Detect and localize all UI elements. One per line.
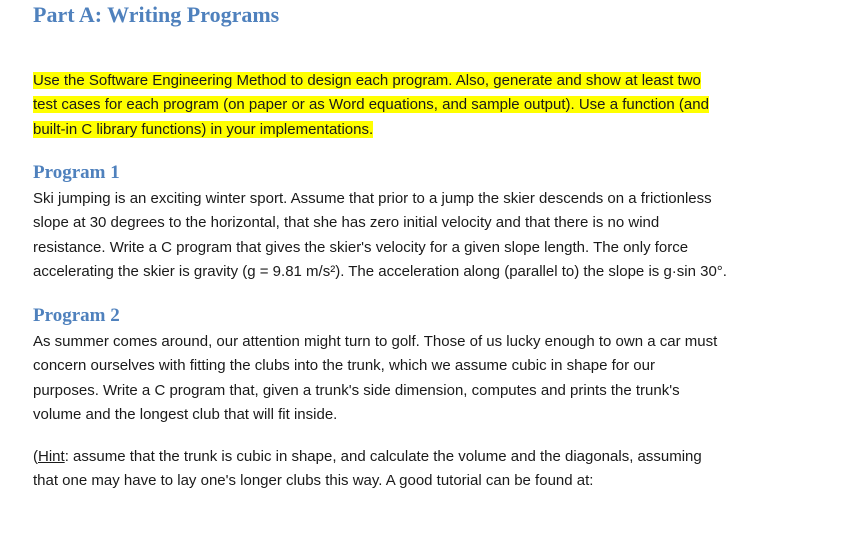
hint-line: [33, 445, 702, 469]
paragraph-line: accelerating the skier is gravity (g = 9.81 m/s²). The acceleration along (parallel to) the slope is g·sin 30°.: [33, 263, 727, 281]
highlighted-text: Use the Software Engineering Method to design each program. Also, generate and show at least two: [33, 72, 701, 89]
hint-word: Hint: [38, 448, 65, 465]
program-2-title: Program 2: [33, 305, 120, 326]
paragraph-line: concern ourselves with fitting the clubs into the trunk, which we assume cubic in shape for our: [33, 357, 655, 375]
intro-line: [33, 93, 709, 117]
intro-paragraph: [33, 69, 709, 142]
paragraph-line: resistance. Write a C program that gives the skier's velocity for a given slope length. The only force: [33, 238, 689, 256]
intro-line: [33, 118, 709, 142]
hint-open-paren: (: [33, 448, 38, 465]
paragraph-line: volume and the longest club that will fit inside.: [33, 406, 338, 424]
part-title: Part A: Writing Programs: [33, 2, 280, 27]
highlighted-text: test cases for each program (on paper or as Word equations, and sample output). Use a function (and: [33, 96, 709, 114]
program-2-paragraph: [33, 330, 717, 428]
intro-line: [33, 69, 709, 93]
paragraph-line: purposes. Write a C program that, given a trunk's side dimension, computes and prints the trunk's: [33, 381, 680, 399]
highlighted-text: built-in C library functions) in your implementations.: [33, 120, 374, 138]
hint-line: that one may have to lay one's longer clubs this way. A good tutorial can be found at:: [33, 472, 594, 490]
program-1-title: Program 1: [33, 162, 120, 183]
paragraph-line: slope at 30 degrees to the horizontal, that she has zero initial velocity and that there is no wind: [33, 214, 660, 232]
hint-paragraph: [33, 445, 702, 494]
paragraph-line: Ski jumping is an exciting winter sport. Assume that prior to a jump the skier descends on a frictionless: [33, 190, 712, 207]
paragraph-line: As summer comes around, our attention might turn to golf. Those of us lucky enough to own a car must: [33, 333, 718, 350]
program-1-paragraph: [33, 187, 727, 285]
hint-text: : assume that the trunk is cubic in shape, and calculate the volume and the diagonals, assuming: [64, 448, 702, 465]
